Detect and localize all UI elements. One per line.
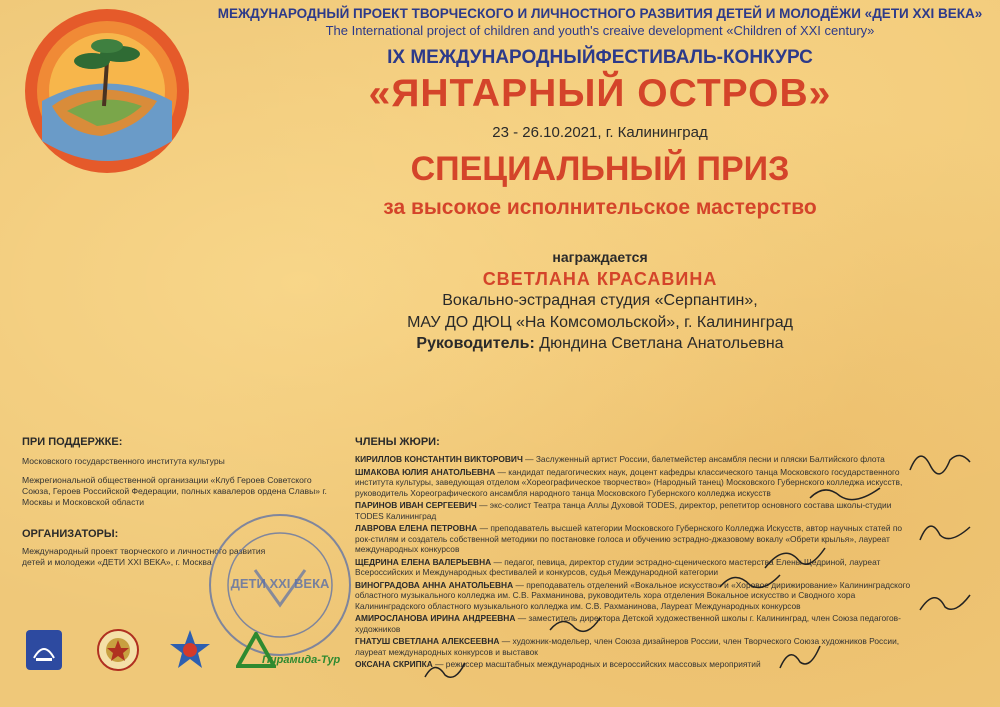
stamp-center-text: ДЕТИ XXI ВЕКА bbox=[230, 576, 330, 591]
leader-label: Руководитель: bbox=[416, 335, 535, 352]
signature-2 bbox=[805, 478, 885, 508]
jury-member: ЛАВРОВА ЕЛЕНА ПЕТРОВНА — преподаватель высшей категории Московского Губернского Колледжа Искусств, автор научных статей по рок-стилям и создатель собственной методики по постановке голоса и обучению эстрадно-джазовому вокалу «Обрети крылья», лауреат международных конкурсов bbox=[355, 523, 903, 554]
pyramid-tour-logo bbox=[236, 632, 356, 668]
organizers-line-1: Международный проект творческого и личностного развития детей и молодежи «ДЕТИ XXI ВЕКА», г. Москва bbox=[22, 546, 266, 567]
support-section bbox=[22, 436, 327, 508]
signature-6 bbox=[915, 585, 975, 620]
jury-member: ОКСАНА СКРИПКА — режиссер масштабных международных и всероссийских массовых мероприятий bbox=[355, 659, 761, 669]
signature-3 bbox=[915, 515, 975, 550]
jury-member: ПАРИНОВ ИВАН СЕРГЕЕВИЧ — экс-солист Театра танца Аллы Духовой TODES, директор, репетитор основного состава школы-студии TODES Калининград bbox=[355, 500, 892, 521]
star-emblem-icon bbox=[168, 628, 212, 672]
recipient-leader bbox=[200, 335, 1000, 353]
signature-9 bbox=[420, 655, 470, 685]
festival-name: «ЯНТАРНЫЙ ОСТРОВ» bbox=[368, 72, 832, 115]
jury-member: ЩЕДРИНА ЕЛЕНА ВАЛЕРЬЕВНА — педагог, певица, директор студии эстрадно-сценического мастерства Елены Щедриной, лауреат Всероссийских и Международных фестивалей и конкурсов, судья Международной категории bbox=[355, 556, 881, 577]
signature-8 bbox=[775, 640, 825, 675]
institute-logo-icon bbox=[22, 628, 66, 672]
jury-member: КИРИЛЛОВ КОНСТАНТИН ВИКТОРОВИЧ — Заслуженный артист России, балетмейстер ансамбля песни и пляски Балтийского флота bbox=[355, 454, 885, 464]
project-title-en: The International project of children and youth's creaive development «Children of XXI century» bbox=[325, 23, 875, 38]
jury-member: АМИРОСЛАНОВА ИРИНА АНДРЕЕВНА — заместитель директора Детской художественной школы г. Калининград, член Союза педагогов-художников bbox=[355, 613, 901, 634]
support-line-2: Межрегиональной общественной организации «Клуб Героев Советского Союза, Героев Российской Федерации, полных кавалеров ордена Славы» г. Москвы и Московской области bbox=[22, 475, 327, 507]
signature-7 bbox=[545, 610, 605, 640]
heroes-club-logo-icon bbox=[96, 628, 140, 672]
jury-member: ГНАТУШ СВЕТЛАНА АЛЕКСЕЕВНА — художник-модельер, член Союза дизайнеров России, член Творческого Союза художников России, лауреат международных конкурсов и выставок bbox=[355, 636, 900, 657]
signature-1 bbox=[905, 440, 975, 480]
award-title: СПЕЦИАЛЬНЫЙ ПРИЗ bbox=[410, 150, 790, 188]
support-heading: ПРИ ПОДДЕРЖКЕ: bbox=[22, 436, 123, 448]
festival-date: 23 - 26.10.2021, г. Калининград bbox=[492, 124, 708, 141]
jury-heading: ЧЛЕНЫ ЖЮРИ: bbox=[355, 436, 440, 448]
pyramid-tour-text: Пирамида-Тур bbox=[262, 654, 341, 666]
festival-number: IX МЕЖДУНАРОДНЫЙФЕСТИВАЛЬ-КОНКУРС bbox=[387, 47, 813, 68]
recipient-institution: МАУ ДО ДЮЦ «На Комсомольской», г. Калининград bbox=[407, 314, 793, 331]
jury-section bbox=[355, 436, 915, 672]
signature-5 bbox=[715, 565, 785, 595]
jury-member: ВИНОГРАДОВА АННА АНАТОЛЬЕВНА — преподаватель отделений «Вокальное искусство» и «Хоровое дирижирование» Калининградского областного музыкального колледжа им. С.В. Рахманинова, руководитель хора отделения Вокальное искусство и Сводного хора Калининградского областного музыкального колледжа им. С.В. Рахманинова, Лауреат Международных конкурсов bbox=[355, 579, 911, 611]
recipient-name: СВЕТЛАНА КРАСАВИНА bbox=[482, 269, 718, 289]
leader-name: Дюндина Светлана Анатольевна bbox=[539, 335, 784, 352]
award-subtitle: за высокое исполнительское мастерство bbox=[383, 196, 817, 219]
jury-member: ШМАКОВА ЮЛИЯ АНАТОЛЬЕВНА — кандидат педагогических наук, доцент кафедры классического танца Московского государственного института культуры, заведующая отделом «Хореографическое творчество» (Народный танец) Московского Губернского колледжа искусств, руководитель Хореографического ансамбля народного танца Московского Губернского колледжа искусств bbox=[355, 466, 903, 498]
organizers-heading: ОРГАНИЗАТОРЫ: bbox=[22, 528, 119, 540]
recipient-studio: Вокально-эстрадная студия «Серпантин», bbox=[442, 292, 758, 309]
support-line-1: Московского государственного института культуры bbox=[22, 456, 225, 466]
awarded-label: награждается bbox=[552, 249, 648, 265]
project-title-ru: МЕЖДУНАРОДНЫЙ ПРОЕКТ ТВОРЧЕСКОГО И ЛИЧНОСТНОГО РАЗВИТИЯ ДЕТЕЙ И МОЛОДЁЖИ «ДЕТИ XXI ВЕКА» bbox=[217, 6, 983, 21]
festival-logo bbox=[22, 6, 192, 176]
